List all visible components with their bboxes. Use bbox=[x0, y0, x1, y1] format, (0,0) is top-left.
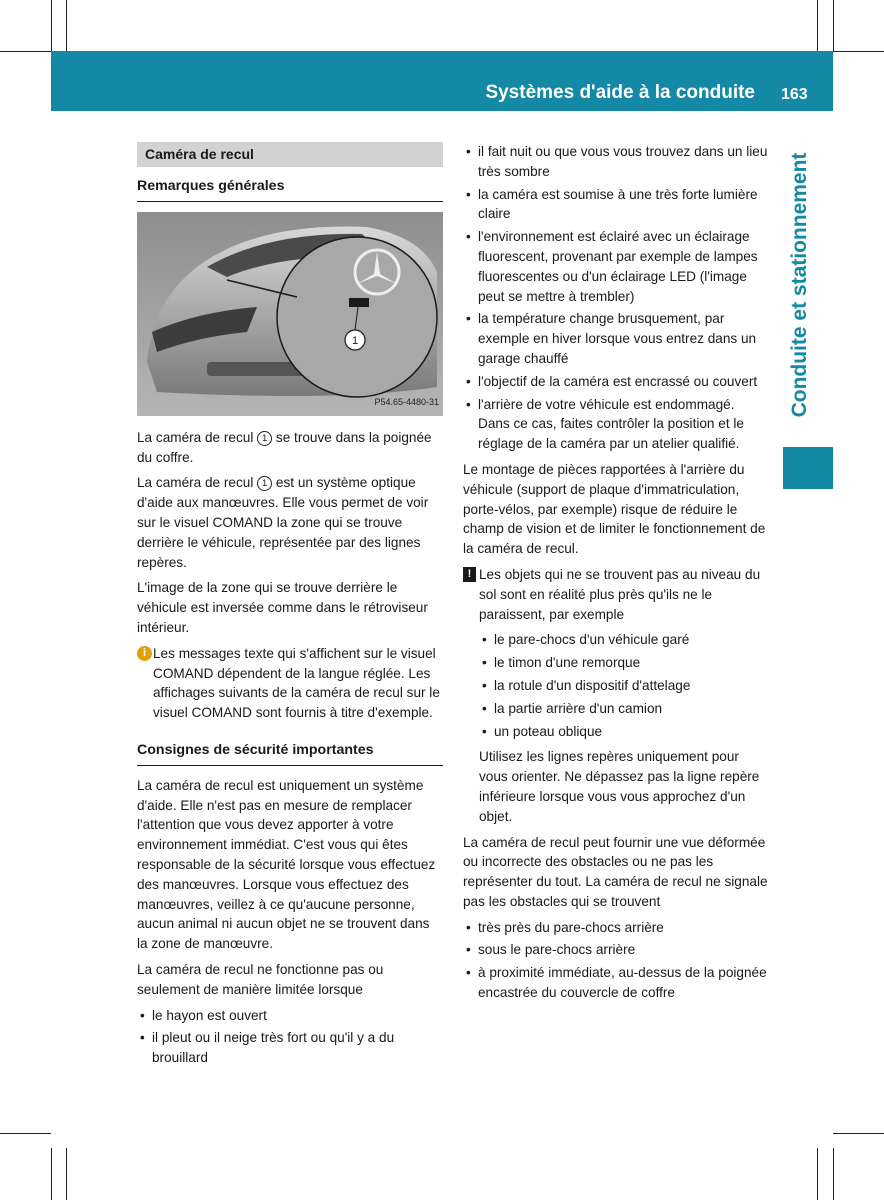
warning-icon: ! bbox=[463, 567, 476, 582]
list-item: • la caméra est soumise à une très forte lumière claire bbox=[463, 185, 769, 225]
paragraph: L'image de la zone qui se trouve derrière le véhicule est inversée comme dans le rétroviseur intérieur. bbox=[137, 580, 428, 635]
paragraph: La caméra de recul peut fournir une vue déformée ou incorrecte des obstacles ou ne pas les représenter du tout. La caméra de recul ne signale pas les obstacles qui se trouvent bbox=[463, 834, 768, 909]
right-column bbox=[463, 142, 769, 1009]
info-icon: i bbox=[137, 646, 152, 661]
left-column bbox=[137, 142, 443, 1074]
crop-mark bbox=[51, 0, 52, 51]
warning-note: ! Les objets qui ne se trouvent pas au niveau du sol sont en réalité plus près qu'ils ne le paraissent, par exemple bbox=[463, 565, 769, 624]
list-item: • la température change brusquement, par exemple en hiver lorsque vous entrez dans un garage chauffé bbox=[463, 309, 769, 368]
crop-mark bbox=[833, 0, 834, 51]
image-code: P54.65-4480-31 bbox=[374, 397, 439, 407]
page-header bbox=[51, 51, 767, 111]
list-item: • il fait nuit ou que vous vous trouvez dans un lieu très sombre bbox=[463, 142, 769, 182]
crop-mark bbox=[51, 1148, 52, 1200]
crop-mark bbox=[66, 0, 67, 51]
rear-camera-photo bbox=[137, 212, 443, 416]
bullet-list bbox=[463, 142, 769, 454]
list-item: • à proximité immédiate, au-dessus de la poignée encastrée du couvercle de coffre bbox=[463, 963, 769, 1003]
callout-number: 1 bbox=[351, 334, 359, 347]
list-item: • la partie arrière d'un camion bbox=[479, 699, 769, 719]
info-note: i Les messages texte qui s'affichent sur le visuel COMAND dépendent de la langue réglée. Les affichages suivants de la caméra de recul sur le visuel COMAND sont fournis à titre d'exemple. bbox=[137, 644, 443, 723]
paragraph: La caméra de recul 1 se trouve dans la poignée du coffre. bbox=[137, 429, 432, 465]
list-item: • le pare-chocs d'un véhicule garé bbox=[479, 630, 769, 650]
paragraph: La caméra de recul ne fonctionne pas ou seulement de manière limitée lorsque bbox=[137, 961, 384, 997]
crop-mark bbox=[833, 1133, 884, 1134]
page-number: 163 bbox=[781, 86, 808, 103]
list-item: • l'arrière de votre véhicule est endommagé. Dans ce cas, faites contrôler la position et le réglage de la caméra par un atelier qualifié. bbox=[463, 395, 769, 454]
bullet-list bbox=[463, 918, 769, 1003]
crop-mark bbox=[0, 1133, 51, 1134]
crop-mark bbox=[817, 0, 818, 51]
list-item: • la rotule d'un dispositif d'attelage bbox=[479, 676, 769, 696]
paragraph: Utilisez les lignes repères uniquement pour vous orienter. Ne dépassez pas la ligne repère inférieure lorsque vous vous approchez d'un objet. bbox=[479, 749, 760, 824]
list-item: • l'objectif de la caméra est encrassé ou couvert bbox=[463, 372, 769, 392]
bullet-list bbox=[463, 630, 769, 741]
crop-mark bbox=[0, 51, 51, 52]
crop-mark bbox=[817, 1148, 818, 1200]
list-item: • il pleut ou il neige très fort ou qu'il y a du brouillard bbox=[137, 1028, 443, 1068]
list-item: • l'environnement est éclairé avec un éclairage fluorescent, provenant par exemple de lampes fluorescentes ou d'un éclairage LED (l'image peut se mettre à trembler) bbox=[463, 227, 769, 306]
car-rear-illustration bbox=[137, 212, 443, 416]
list-item: • le timon d'une remorque bbox=[479, 653, 769, 673]
paragraph: La caméra de recul 1 est un système optique d'aide aux manœuvres. Elle vous permet de voir sur le visuel COMAND la zone qui se trouve derrière le véhicule, représentée par des lignes repères. bbox=[137, 475, 429, 570]
paragraph: La caméra de recul est uniquement un système d'aide. Elle n'est pas en mesure de remplacer l'attention que vous devez apporter à votre environnement immédiat. C'est vous qui êtes responsable de la sécurité lorsque vous effectuez des manœuvres. Lorsque vous effectuez des manœuvres, veillez à ce qu'aucune personne, aucun animal ni aucun objet ne se trouvent dans la zone de manœuvre. bbox=[137, 777, 436, 952]
side-tab-marker bbox=[783, 447, 833, 489]
callout-ref: 1 bbox=[257, 431, 272, 446]
section-title: Caméra de recul bbox=[137, 142, 443, 167]
crop-mark bbox=[833, 1148, 834, 1200]
paragraph: Le montage de pièces rapportées à l'arrière du véhicule (support de plaque d'immatriculation, porte-vélos, par exemple) risque de réduire le champ de vision et de limiter le fonctionnement de la caméra de recul. bbox=[463, 461, 766, 557]
crop-mark bbox=[66, 1148, 67, 1200]
list-item: • très près du pare-chocs arrière bbox=[463, 918, 769, 938]
list-item: • sous le pare-chocs arrière bbox=[463, 940, 769, 960]
callout-ref: 1 bbox=[257, 476, 272, 491]
safety-heading: Consignes de sécurité importantes bbox=[137, 741, 443, 766]
crop-mark bbox=[833, 51, 884, 52]
page-number-box bbox=[767, 51, 833, 111]
general-heading: Remarques générales bbox=[137, 177, 443, 202]
header-title: Systèmes d'aide à la conduite bbox=[485, 82, 755, 103]
side-tab bbox=[780, 130, 820, 440]
side-tab-label: Conduite et stationnement bbox=[788, 152, 811, 418]
list-item: • un poteau oblique bbox=[479, 722, 769, 742]
bullet-list bbox=[137, 1006, 443, 1068]
list-item: • le hayon est ouvert bbox=[137, 1006, 443, 1026]
